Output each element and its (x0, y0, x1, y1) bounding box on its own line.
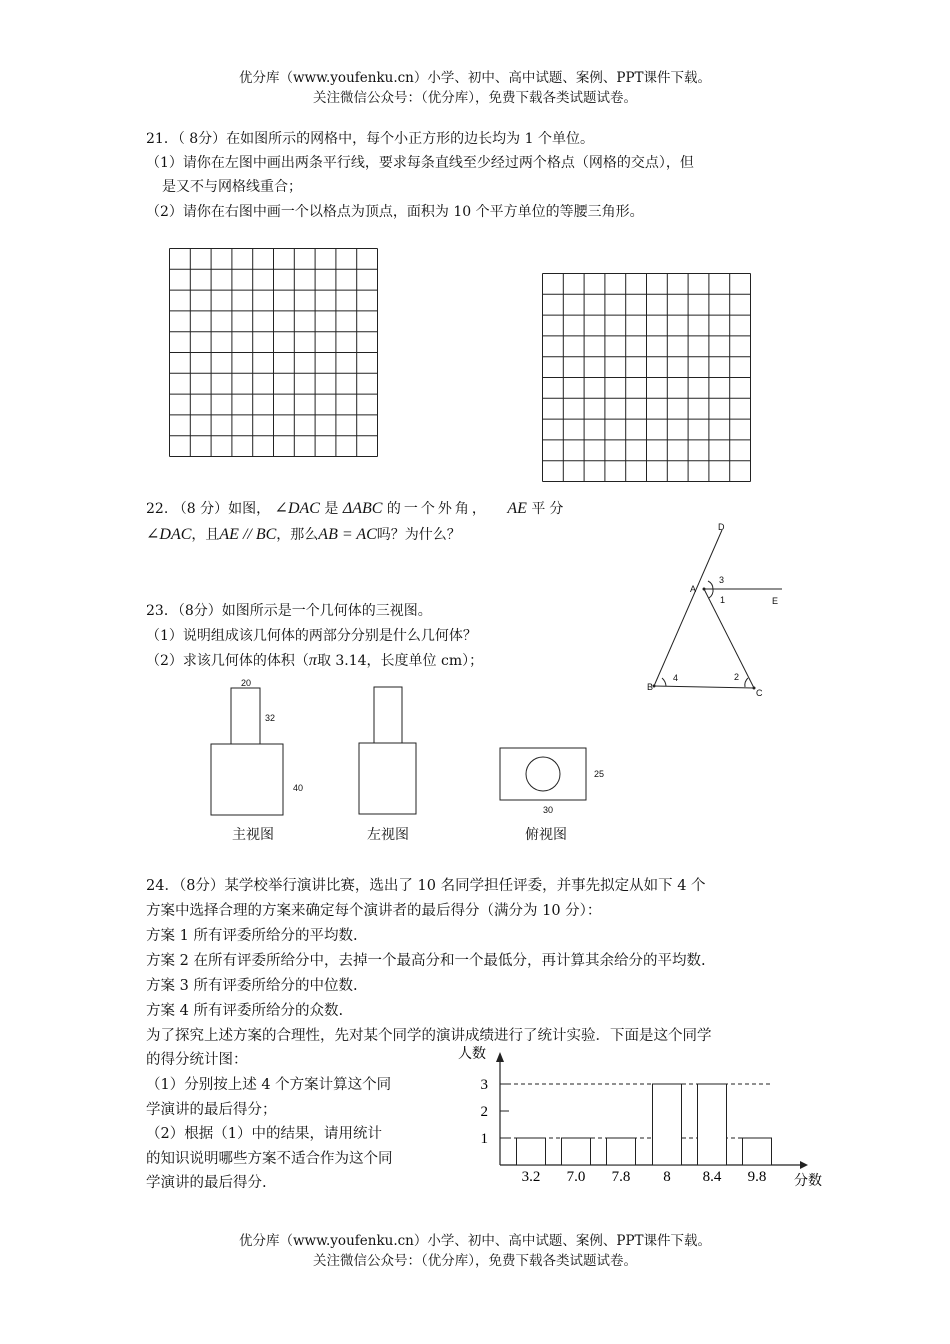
y-tick-label: 3 (480, 1077, 488, 1093)
angle-3-arc (708, 581, 713, 589)
line-db (654, 530, 725, 686)
q23-part2-a: （2）求该几何体的体积（ (146, 653, 309, 669)
front-top-rect (231, 688, 260, 744)
x-tick-label: 8.4 (702, 1169, 722, 1185)
front-bottom-rect (211, 744, 283, 815)
q23-stem: 23．（8分）如图所示是一个几何体的三视图。 (146, 603, 432, 619)
q21-part1a: （1）请你在左图中画出两条平行线，要求每条直线至少经过两个格点（网格的交点），但 (146, 155, 694, 171)
q22-equal: AB = AC (318, 526, 377, 543)
x-tick-label: 8 (663, 1169, 671, 1185)
q23-pi: π (308, 652, 317, 669)
three-view-drawing (200, 680, 620, 820)
left-bottom-rect (359, 743, 416, 814)
label-angle-3: 3 (719, 575, 725, 585)
q22-angle-dac: ∠DAC (274, 500, 320, 517)
score-bar-chart (450, 1040, 850, 1200)
q24-q2b: 的知识说明哪些方案不适合作为这个同 (146, 1151, 393, 1167)
q22-ae: AE (507, 500, 527, 517)
dim-40: 40 (293, 783, 304, 793)
q24-q2c: 学演讲的最后得分. (146, 1175, 267, 1191)
q22-prefix: 22. （8 分）如图， (146, 501, 271, 517)
q22-and: ，且 (191, 527, 220, 543)
q24-q1b: 学演讲的最后得分； (146, 1102, 277, 1118)
bar (517, 1138, 546, 1165)
angle-2-arc (745, 678, 748, 687)
dim-32: 32 (265, 713, 276, 723)
x-tick-label: 7.0 (566, 1169, 586, 1185)
q23-part2 (146, 650, 483, 670)
q22-then: ，那么 (276, 527, 319, 543)
dim-20: 20 (241, 678, 252, 688)
footer-line-1: 优分库（www.youfenku.cn）小学、初中、高中试题、案例、PPT课件下载。 (238, 1233, 712, 1249)
dim-30: 30 (543, 805, 554, 815)
q22-ask: 吗？为什么？ (376, 527, 461, 543)
q24-plan3: 方案 3 所有评委所给分的中位数. (146, 978, 358, 994)
line-ac (704, 589, 754, 688)
q24-q1a: （1）分别按上述 4 个方案计算这个同 (146, 1077, 392, 1093)
header-line-2: 关注微信公众号：（优分库），免费下载各类试题试卷。 (313, 90, 637, 106)
q22-exterior: 的一个外角， (386, 501, 489, 517)
label-e: E (772, 596, 779, 606)
caption-left-view: 左视图 (367, 827, 409, 843)
q22-parallel: AE // BC (219, 526, 277, 543)
q24-explore2: 的得分统计图： (146, 1052, 248, 1068)
q24-stem2: 方案中选择合理的方案来确定每个演讲者的最后得分（满分为 10 分）： (146, 903, 602, 919)
left-grid (169, 248, 379, 458)
line-bc (654, 686, 754, 688)
q23-part2-b: 取 3.14，长度单位 cm）； (316, 653, 484, 669)
x-axis-arrow (800, 1161, 808, 1169)
q22-triangle: ΔABC (342, 500, 383, 517)
q24-stem1: 24．（8分）某学校举行演讲比赛，选出了 10 名同学担任评委，并事先拟定从如下 4 个 (146, 878, 706, 894)
q22-line1 (146, 498, 567, 518)
angle-1-arc (709, 589, 713, 598)
y-tick-label: 2 (480, 1104, 488, 1120)
q21-part2: （2）请你在右图中画一个以格点为顶点，面积为 10 个平方单位的等腰三角形。 (146, 204, 644, 220)
header-line-1: 优分库（www.youfenku.cn）小学、初中、高中试题、案例、PPT课件下载。 (238, 70, 712, 86)
left-top-rect (374, 687, 402, 743)
bar (607, 1138, 636, 1165)
label-angle-1: 1 (720, 595, 726, 605)
right-grid (542, 273, 752, 483)
bar (562, 1138, 591, 1165)
bar (743, 1138, 772, 1165)
q22-is: 是 (324, 501, 339, 517)
q22-angle-dac-2: ∠DAC (146, 526, 192, 543)
plan-rect (500, 748, 586, 800)
label-angle-4: 4 (673, 673, 679, 683)
q24-plan2: 方案 2 在所有评委所给分中，去掉一个最高分和一个最低分，再计算其余给分的平均数. (146, 953, 706, 969)
q22-bisects: 平分 (531, 501, 568, 517)
footer-line-2: 关注微信公众号：（优分库），免费下载各类试题试卷。 (313, 1253, 637, 1269)
caption-top-view: 俯视图 (525, 827, 567, 843)
y-tick-label: 1 (480, 1131, 488, 1147)
q22-line2 (146, 524, 461, 544)
q24-plan1: 方案 1 所有评委所给分的平均数. (146, 928, 358, 944)
label-angle-2: 2 (734, 672, 740, 682)
x-tick-label: 7.8 (611, 1169, 631, 1185)
label-d: D (718, 522, 725, 532)
q21-part1b: 是又不与网格线重合； (162, 179, 302, 195)
q23-part1: （1）说明组成该几何体的两部分分别是什么几何体？ (146, 628, 477, 644)
y-axis-label: 人数 (458, 1046, 486, 1062)
bar (653, 1084, 682, 1165)
q24-q2a: （2）根据（1）中的结果，请用统计 (146, 1126, 382, 1142)
x-tick-label: 9.8 (747, 1169, 767, 1185)
dim-25: 25 (594, 769, 605, 779)
bar (698, 1084, 727, 1165)
q21-stem: 21．（ 8分）在如图所示的网格中，每个小正方形的边长均为 1 个单位。 (146, 131, 594, 147)
x-tick-label: 3.2 (521, 1169, 541, 1185)
label-b: B (647, 682, 654, 692)
y-axis-arrow (496, 1052, 504, 1062)
angle-4-arc (662, 678, 666, 686)
point-a (703, 588, 706, 591)
caption-front-view: 主视图 (232, 827, 274, 843)
plan-circle (526, 757, 560, 791)
x-axis-label: 分数 (794, 1173, 822, 1189)
q24-explore1: 为了探究上述方案的合理性，先对某个同学的演讲成绩进行了统计实验．下面是这个同学 (146, 1028, 712, 1044)
triangle-figure (640, 518, 800, 703)
label-a: A (690, 584, 697, 594)
q24-plan4: 方案 4 所有评委所给分的众数. (146, 1003, 344, 1019)
label-c: C (756, 688, 763, 698)
